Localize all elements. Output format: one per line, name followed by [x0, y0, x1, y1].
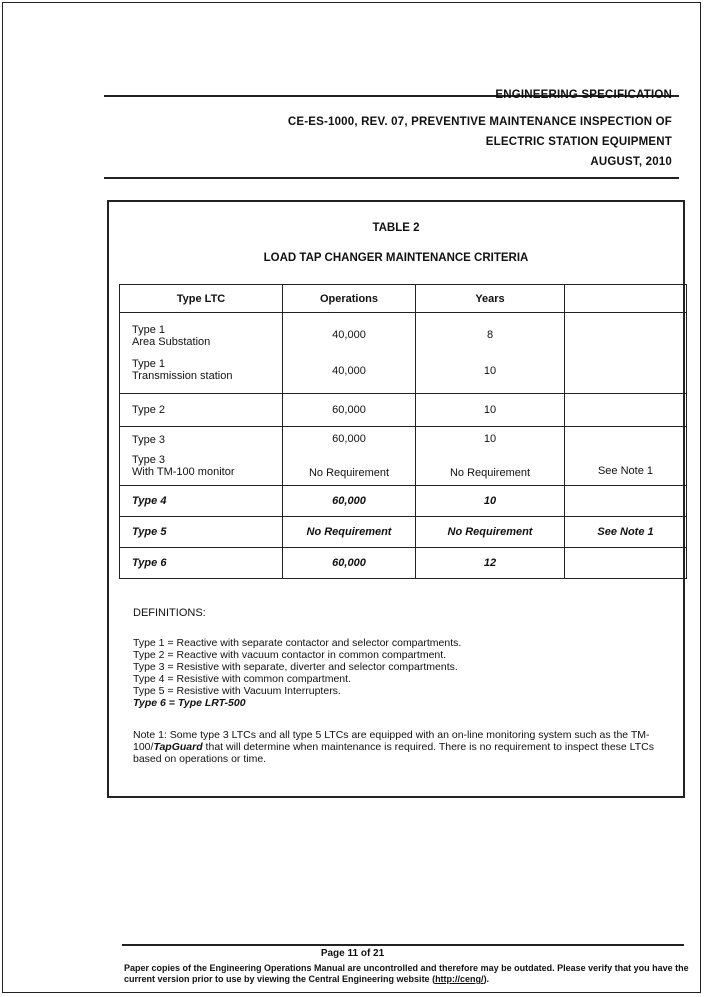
note-cell [565, 486, 687, 517]
type-cell: Type 1 Transmission station [132, 358, 233, 382]
footer-rule [122, 944, 684, 946]
definition-item: Type 3 = Resistive with separate, diverter and selector compartments. [133, 661, 458, 673]
header-spec-number: CE-ES-1000, REV. 07, PREVENTIVE MAINTENANCE INSPECTION OF [287, 116, 672, 128]
col-header-years: Years [416, 285, 565, 313]
header-date: AUGUST, 2010 [590, 156, 672, 168]
operations-cell: 60,000 [283, 486, 416, 517]
note-1: Note 1: Some type 3 LTCs and all type 5 LTCs are equipped with an on-line monitoring system such as the TM-100/TapGuard that will determine when maintenance is required. There is no requirement to inspect these LTCs based on operations or time. [133, 729, 654, 765]
type-cell: Type 1 Area Substation [132, 324, 211, 348]
table-row [120, 486, 687, 517]
years-cell: 12 [416, 548, 565, 579]
years-cell: 10 [483, 433, 497, 445]
note-cell [565, 394, 687, 427]
table-header-row [120, 285, 687, 313]
note-cell: See Note 1 [565, 427, 687, 486]
header-subject: ELECTRIC STATION EQUIPMENT [485, 136, 672, 148]
note-cell: See Note 1 [565, 517, 687, 548]
type-cell: Type 2 [120, 394, 283, 427]
definition-item: Type 4 = Resistive with common compartment. [133, 673, 351, 685]
header-bottom-rule [104, 177, 679, 179]
years-cell: No Requirement [449, 467, 531, 479]
definition-item-type6: Type 6 = Type LRT-500 [133, 697, 246, 709]
header-title: ENGINEERING SPECIFICATION [495, 89, 672, 101]
type-cell: Type 3 [132, 434, 166, 446]
table-title: LOAD TAP CHANGER MAINTENANCE CRITERIA [263, 252, 529, 264]
table-row [120, 548, 687, 579]
operations-cell: 60,000 [283, 548, 416, 579]
table-row [120, 394, 687, 427]
operations-cell: 60,000 [332, 433, 366, 445]
col-header-type: Type LTC [120, 285, 283, 313]
definition-item: Type 2 = Reactive with vacuum contactor in common compartment. [133, 649, 447, 661]
type-cell: Type 5 [120, 517, 283, 548]
page-number: Page 11 of 21 [320, 948, 385, 959]
table-row [120, 517, 687, 548]
table-number: TABLE 2 [372, 222, 420, 234]
years-cell: 10 [416, 486, 565, 517]
ltc-criteria-table [119, 284, 687, 579]
tapguard-brand: TapGuard [153, 741, 203, 753]
type-cell: Type 3 With TM-100 monitor [132, 454, 235, 478]
operations-cell: No Requirement [308, 467, 390, 479]
col-header-operations: Operations [283, 285, 416, 313]
definitions-label: DEFINITIONS: [133, 607, 206, 619]
years-cell: 8 [486, 329, 494, 341]
table-row [120, 427, 687, 486]
operations-cell: 40,000 [332, 365, 366, 377]
definition-item: Type 5 = Resistive with Vacuum Interrupters. [133, 685, 341, 697]
type-cell: Type 6 [120, 548, 283, 579]
operations-cell: No Requirement [283, 517, 416, 548]
years-cell: 10 [416, 394, 565, 427]
years-cell: No Requirement [416, 517, 565, 548]
operations-cell: 40,000 [332, 329, 366, 341]
footer-disclaimer: Paper copies of the Engineering Operations Manual are uncontrolled and therefore may be outdated. Please verify that you have the current version prior to use by viewing the Central Engineering website (http://ceng/). [124, 963, 689, 984]
definition-item: Type 1 = Reactive with separate contactor and selector compartments. [133, 637, 462, 649]
note-cell [565, 313, 687, 394]
col-header-notes [565, 285, 687, 313]
note-cell [565, 548, 687, 579]
definitions-section [133, 607, 673, 765]
table-row [120, 313, 687, 394]
table-container [107, 200, 685, 798]
years-cell: 10 [483, 365, 497, 377]
website-link[interactable]: http://ceng/ [435, 974, 484, 984]
type-cell: Type 4 [120, 486, 283, 517]
operations-cell: 60,000 [283, 394, 416, 427]
